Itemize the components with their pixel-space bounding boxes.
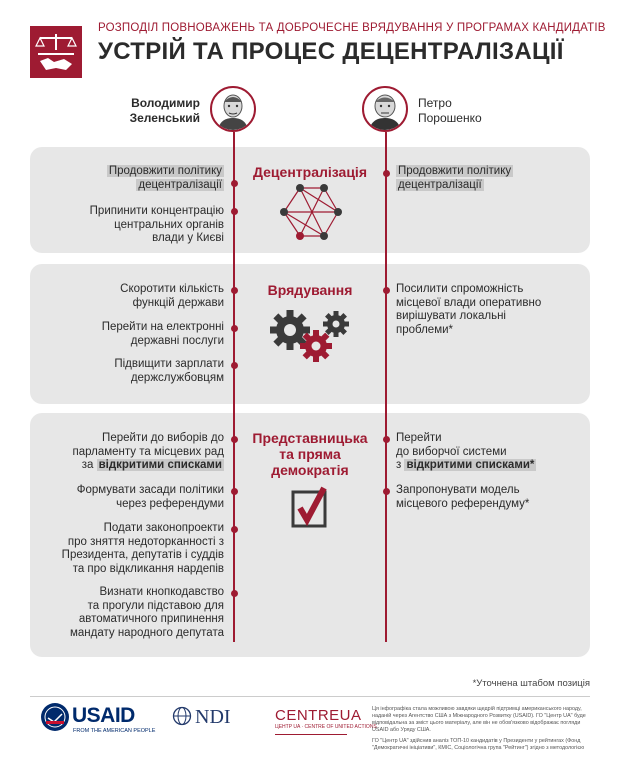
item-text: Перейти до виборів до <box>102 432 224 444</box>
left-item-3-1 <box>34 432 224 473</box>
category-governance: Врядування <box>267 282 353 298</box>
usaid-logo: USAID <box>72 704 135 727</box>
right-item-2-1 <box>396 283 586 337</box>
item-text: парламенту та місцевих рад <box>72 445 224 458</box>
item-text: децентралізації <box>138 178 222 191</box>
timeline-right <box>385 132 387 642</box>
centreua-logo: CENTREUA <box>275 707 362 724</box>
left-item-2-2 <box>34 321 224 348</box>
item-text: Перейти на електронні <box>101 321 224 333</box>
footnote: *Уточнена штабом позиція <box>472 678 590 689</box>
category-democracy <box>242 430 378 478</box>
left-item-1-2 <box>34 205 224 246</box>
checkbox-icon <box>290 484 330 535</box>
item-text: до виборчої системи <box>396 445 507 458</box>
item-text: функцій держави <box>132 296 224 309</box>
candidate-right-last-name: Порошенко <box>418 111 482 125</box>
item-text: місцевого референдуму* <box>396 497 530 510</box>
item-text: за <box>81 459 94 471</box>
item-text: Запропонувати модель <box>396 484 520 496</box>
item-text: мандату народного депутата <box>69 626 224 639</box>
item-text: про зняття недоторканності з <box>67 535 224 548</box>
scales-logo <box>30 26 82 78</box>
candidate-left-name <box>120 96 200 126</box>
timeline-dot <box>231 208 238 215</box>
timeline-dot <box>383 170 390 177</box>
timeline-dot <box>383 488 390 495</box>
usaid-seal-icon <box>40 702 70 737</box>
timeline-dot <box>231 436 238 443</box>
candidate-left-last-name: Зеленський <box>129 111 200 125</box>
item-text: Визнати кнопкодавство <box>99 586 224 598</box>
header-subtitle: РОЗПОДІЛ ПОВНОВАЖЕНЬ ТА ДОБРОЧЕСНЕ ВРЯДУВАННЯ У ПРОГРАМАХ КАНДИДАТІВ <box>98 22 606 34</box>
item-text: та про відкликання нардепів <box>72 562 224 575</box>
left-item-3-3 <box>34 522 224 576</box>
left-item-2-1 <box>34 283 224 310</box>
item-text-highlight: відкритими списками <box>98 459 222 471</box>
item-text: центральних органів <box>114 218 224 231</box>
right-item-3-1 <box>396 432 586 473</box>
timeline-dot <box>231 325 238 332</box>
item-text: Продовжити політику <box>108 165 222 177</box>
methodology-note: ГО "Центр UA" здійснив аналіз ТОП-10 кандидатів у Президенти у рейтингах (Фонд "Демократичні ініціативи", КМІС, Соціологічна група "Рейтинг") згідно з методологією <box>372 738 585 751</box>
item-text: децентралізації <box>398 178 482 191</box>
item-text: влади у Києві <box>152 232 224 244</box>
item-text: з <box>396 459 402 471</box>
category-line: та пряма <box>279 446 341 462</box>
item-text: місцевої влади оперативно <box>396 296 542 309</box>
timeline-dot <box>231 526 238 533</box>
gears-icon <box>268 306 354 373</box>
footer-divider <box>30 696 590 697</box>
timeline-dot <box>231 180 238 187</box>
item-text: Президента, депутатів і суддів <box>61 549 224 561</box>
left-item-2-3 <box>34 358 224 385</box>
item-text: Формувати засади політики <box>76 484 224 496</box>
item-text: державні послуги <box>130 334 224 347</box>
ndi-globe-icon <box>172 706 192 731</box>
item-text: Продовжити політику <box>398 165 512 177</box>
item-text-highlight: відкритими списками* <box>406 459 535 471</box>
network-icon <box>278 182 344 247</box>
item-text: Посилити спроможність <box>396 283 524 295</box>
category-line: Представницька <box>252 430 368 446</box>
centreua-underline <box>275 734 347 735</box>
usaid-tagline: FROM THE AMERICAN PEOPLE <box>73 728 156 734</box>
page-title: УСТРІЙ ТА ПРОЦЕС ДЕЦЕНТРАЛІЗАЦІЇ <box>98 38 564 65</box>
item-text: вирішувати локальні <box>396 310 506 322</box>
candidate-right-first-name: Петро <box>418 96 452 110</box>
candidate-left-first-name: Володимир <box>131 96 200 110</box>
zelensky-portrait <box>210 86 256 132</box>
timeline-dot <box>383 287 390 294</box>
item-text: Подати законопроекти <box>103 522 224 534</box>
centreua-tagline: ЦЕНТР UA · CENTRE OF UNITED ACTIONS <box>275 724 377 730</box>
item-text: держслужбовцям <box>130 371 224 384</box>
item-text: через референдуми <box>116 497 224 510</box>
timeline-dot <box>231 590 238 597</box>
category-line: демократія <box>271 462 349 478</box>
funding-disclaimer: Ця інфографіка стала можливою завдяки щедрій підтримці американського народу, наданій через Агентство США з Міжнародного Розвитку (USAID). ГО "Центр UA" буде відповідальна за зміст цього матеріалу, але він не обов'язково відображає погляди USAID або Уряду США. <box>372 706 586 733</box>
category-decentralization: Децентралізація <box>253 164 367 180</box>
timeline-dot <box>383 436 390 443</box>
item-text: Підвищити зарплати <box>114 358 224 370</box>
item-text: Перейти <box>396 432 442 444</box>
item-text: автоматичного припинення <box>78 613 224 625</box>
ndi-logo: NDI <box>195 706 231 728</box>
item-text: проблеми* <box>396 323 454 336</box>
item-text: Припинити концентрацію <box>89 205 224 217</box>
timeline-dot <box>231 362 238 369</box>
left-item-3-2 <box>34 484 224 511</box>
candidate-right-name <box>418 96 508 126</box>
poroshenko-portrait <box>362 86 408 132</box>
item-text: Скоротити кількість <box>120 283 224 295</box>
right-item-1-1 <box>396 165 586 192</box>
right-item-3-2 <box>396 484 586 511</box>
timeline-dot <box>231 488 238 495</box>
left-item-3-4 <box>34 586 224 640</box>
item-text: та прогули підставою для <box>87 599 224 612</box>
timeline-dot <box>231 287 238 294</box>
left-item-1-1 <box>34 165 224 192</box>
